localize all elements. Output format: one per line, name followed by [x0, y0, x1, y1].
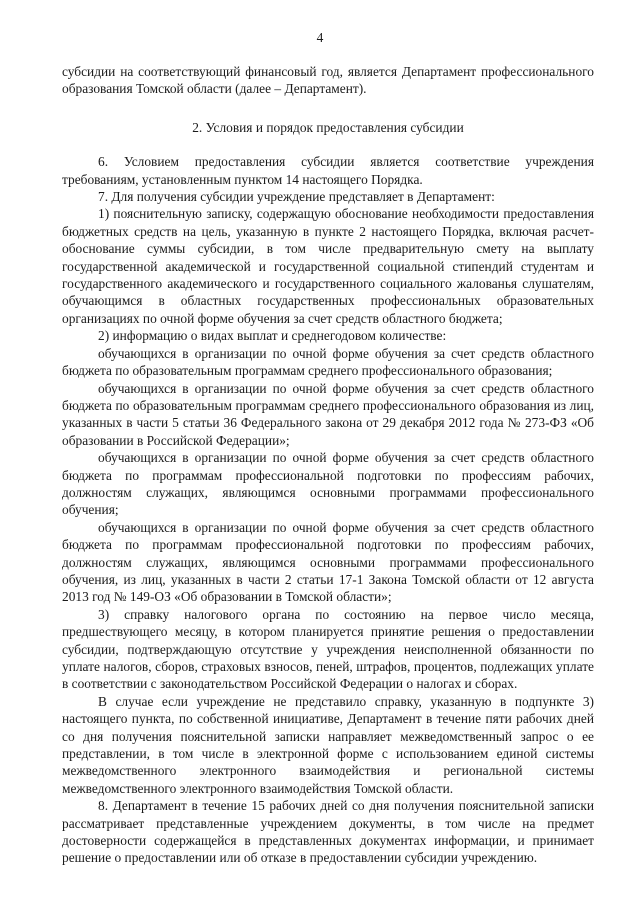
paragraph-7: 7. Для получения субсидии учреждение представляет в Департамент: [98, 189, 495, 205]
page-number: 4 [316, 30, 324, 45]
item-2-payments-info: 2) информацию о видах выплат и среднегодовом количестве: [98, 328, 447, 344]
interagency-request-paragraph: В случае если учреждение не представило справку, указанную в подпункте 3) настоящего пункта, по собственной инициативе, Департамент в течение пяти рабочих дней со дня получения пояснительной записки направляет межведомственный запрос о ее представлении, в том числе в электронной форме с использованием единой системы межведомственного электронного взаимодействия и региональной системы межведомственного электронного взаимодействия Томской области. [62, 693, 594, 796]
students-spo: обучающихся в организации по очной форме обучения за счет средств областного бюджета по образовательным программам среднего профессионального образования; [62, 345, 594, 379]
students-vocational-regional-law: обучающихся в организации по очной форме обучения за счет средств областного бюджета по программам профессиональной подготовки по профессиям рабочих, должностям служащих, являющимся основными программами профессионального обучения, из лиц, указанных в части 2 статьи 17-1 Закона Томской области от 12 августа 2013 год № 149-ОЗ «Об образовании в Томской области»; [62, 519, 594, 605]
paragraph-6: 6. Условием предоставления субсидии является соответствие учреждения требованиям, установленным пунктом 14 настоящего Порядка. [62, 154, 594, 187]
section-heading: 2. Условия и порядок предоставления субсидии [192, 119, 464, 135]
intro-paragraph: субсидии на соответствующий финансовый год, является Департамент профессионального образования Томской области (далее – Департамент). [62, 64, 594, 97]
students-vocational-training: обучающихся в организации по очной форме обучения за счет средств областного бюджета по программам профессиональной подготовки по профессиям рабочих, должностям служащих, являющимся основными программами профессионального обучения; [62, 450, 594, 518]
document-body [62, 63, 594, 867]
paragraph-8: 8. Департамент в течение 15 рабочих дней со дня получения пояснительной записки рассматривает представленные учреждением документы, в том числе на предмет достоверности содержащейся в представленных документах информации, и принимает решение о предоставлении или об отказе в предоставлении субсидии учреждению. [62, 798, 594, 866]
item-3-tax-certificate: 3) справку налогового органа по состоянию на первое число месяца, предшествующего месяцу, в котором планируется принятие решения о предоставлении субсидии, подтверждающую отсутствие у учреждения неисполненной обязанности по уплате налогов, сборов, страховых взносов, пеней, штрафов, процентов, подлежащих уплате в соответствии с законодательством Российской Федерации о налогах и сборах. [62, 606, 594, 692]
students-spo-federal-law: обучающихся в организации по очной форме обучения за счет средств областного бюджета по образовательным программам среднего профессионального образования из лиц, указанных в части 5 статьи 36 Федерального закона от 29 декабря 2012 года № 273-ФЗ «Об образовании в Российской Федерации»; [62, 380, 594, 448]
item-1-explanatory-note: 1) пояснительную записку, содержащую обоснование необходимости предоставления бюджетных средств на цель, указанную в пункте 2 настоящего Порядка, включая расчет-обоснование суммы субсидии, в том числе предварительную смету на выплату государственной академической и государственной социальной стипендий студентам и государственного академического и государственного социального жалованья слушателям, обучающимся в областных государственных профессиональных образовательных организациях по очной форме обучения за счет средств областного бюджета; [62, 206, 594, 326]
